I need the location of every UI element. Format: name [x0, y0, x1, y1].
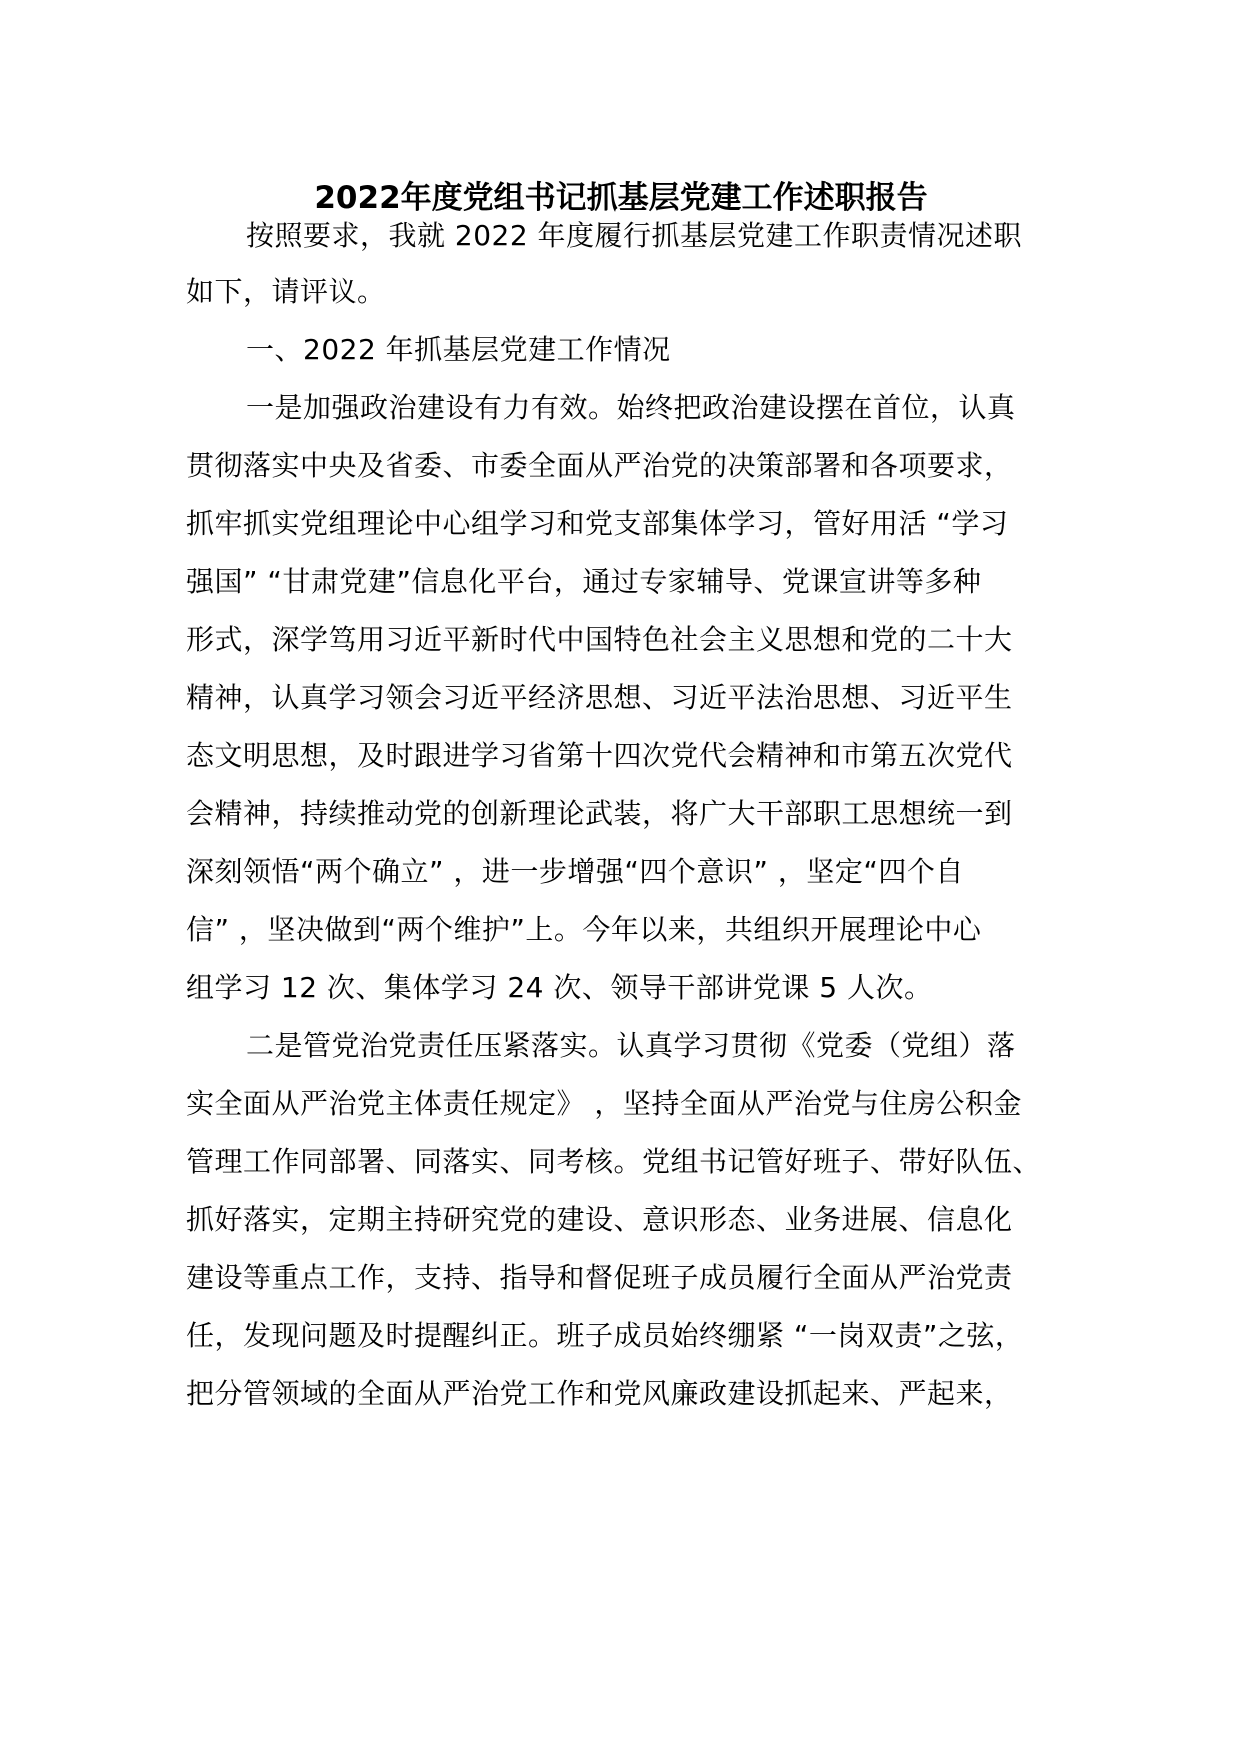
paragraph-line: 建设等重点工作，支持、指导和督促班子成员履行全面从严治党责 [186, 1261, 1013, 1294]
paragraph-line: 抓好落实，定期主持研究党的建设、意识形态、业务进展、信息化 [186, 1203, 1013, 1236]
paragraph-line: 管理工作同部署、同落实、同考核。党组书记管好班子、带好队伍、 [186, 1145, 1042, 1178]
paragraph-line: 组学习 12 次、集体学习 24 次、领导干部讲党课 5 人次。 [186, 971, 933, 1004]
paragraph-line: 信” ，坚决做到“两个维护”上。今年以来，共组织开展理论中心 [186, 913, 982, 946]
paragraph-line: 精神，认真学习领会习近平经济思想、习近平法治思想、习近平生 [186, 681, 1013, 714]
paragraph-line: 抓牢抓实党组理论中心组学习和党支部集体学习，管好用活 “学习 [186, 507, 1009, 540]
paragraph-line: 一是加强政治建设有力有效。始终把政治建设摆在首位，认真 [246, 391, 1016, 424]
paragraph-line: 如下，请评议。 [186, 275, 386, 308]
paragraph-line: 贯彻落实中央及省委、市委全面从严治党的决策部署和各项要求， [186, 449, 1013, 482]
paragraph-line: 态文明思想，及时跟进学习省第十四次党代会精神和市第五次党代 [186, 739, 1013, 772]
paragraph-line: 深刻领悟“两个确立” ，进一步增强“四个意识” ，坚定“四个自 [186, 855, 964, 888]
document-title: 2022年度党组书记抓基层党建工作述职报告 [314, 180, 928, 216]
paragraph-line: 会精神，持续推动党的创新理论武装，将广大干部职工思想统一到 [186, 797, 1013, 830]
paragraph-line: 把分管领域的全面从严治党工作和党风廉政建设抓起来、严起来， [186, 1377, 1013, 1410]
paragraph-line: 强国” “甘肃党建”信息化平台，通过专家辅导、党课宣讲等多种 [186, 565, 982, 598]
section-heading: 一、2022 年抓基层党建工作情况 [246, 333, 671, 366]
paragraph-line: 任，发现问题及时提醒纠正。班子成员始终绷紧 “一岗双责”之弦， [186, 1319, 1024, 1352]
paragraph-line: 按照要求，我就 2022 年度履行抓基层党建工作职责情况述职 [246, 219, 1023, 252]
paragraph-line: 形式，深学笃用习近平新时代中国特色社会主义思想和党的二十大 [186, 623, 1013, 656]
paragraph-line: 二是管党治党责任压紧落实。认真学习贯彻《党委（党组）落 [246, 1029, 1016, 1062]
paragraph-line: 实全面从严治党主体责任规定》 ，坚持全面从严治党与住房公积金 [186, 1087, 1022, 1120]
